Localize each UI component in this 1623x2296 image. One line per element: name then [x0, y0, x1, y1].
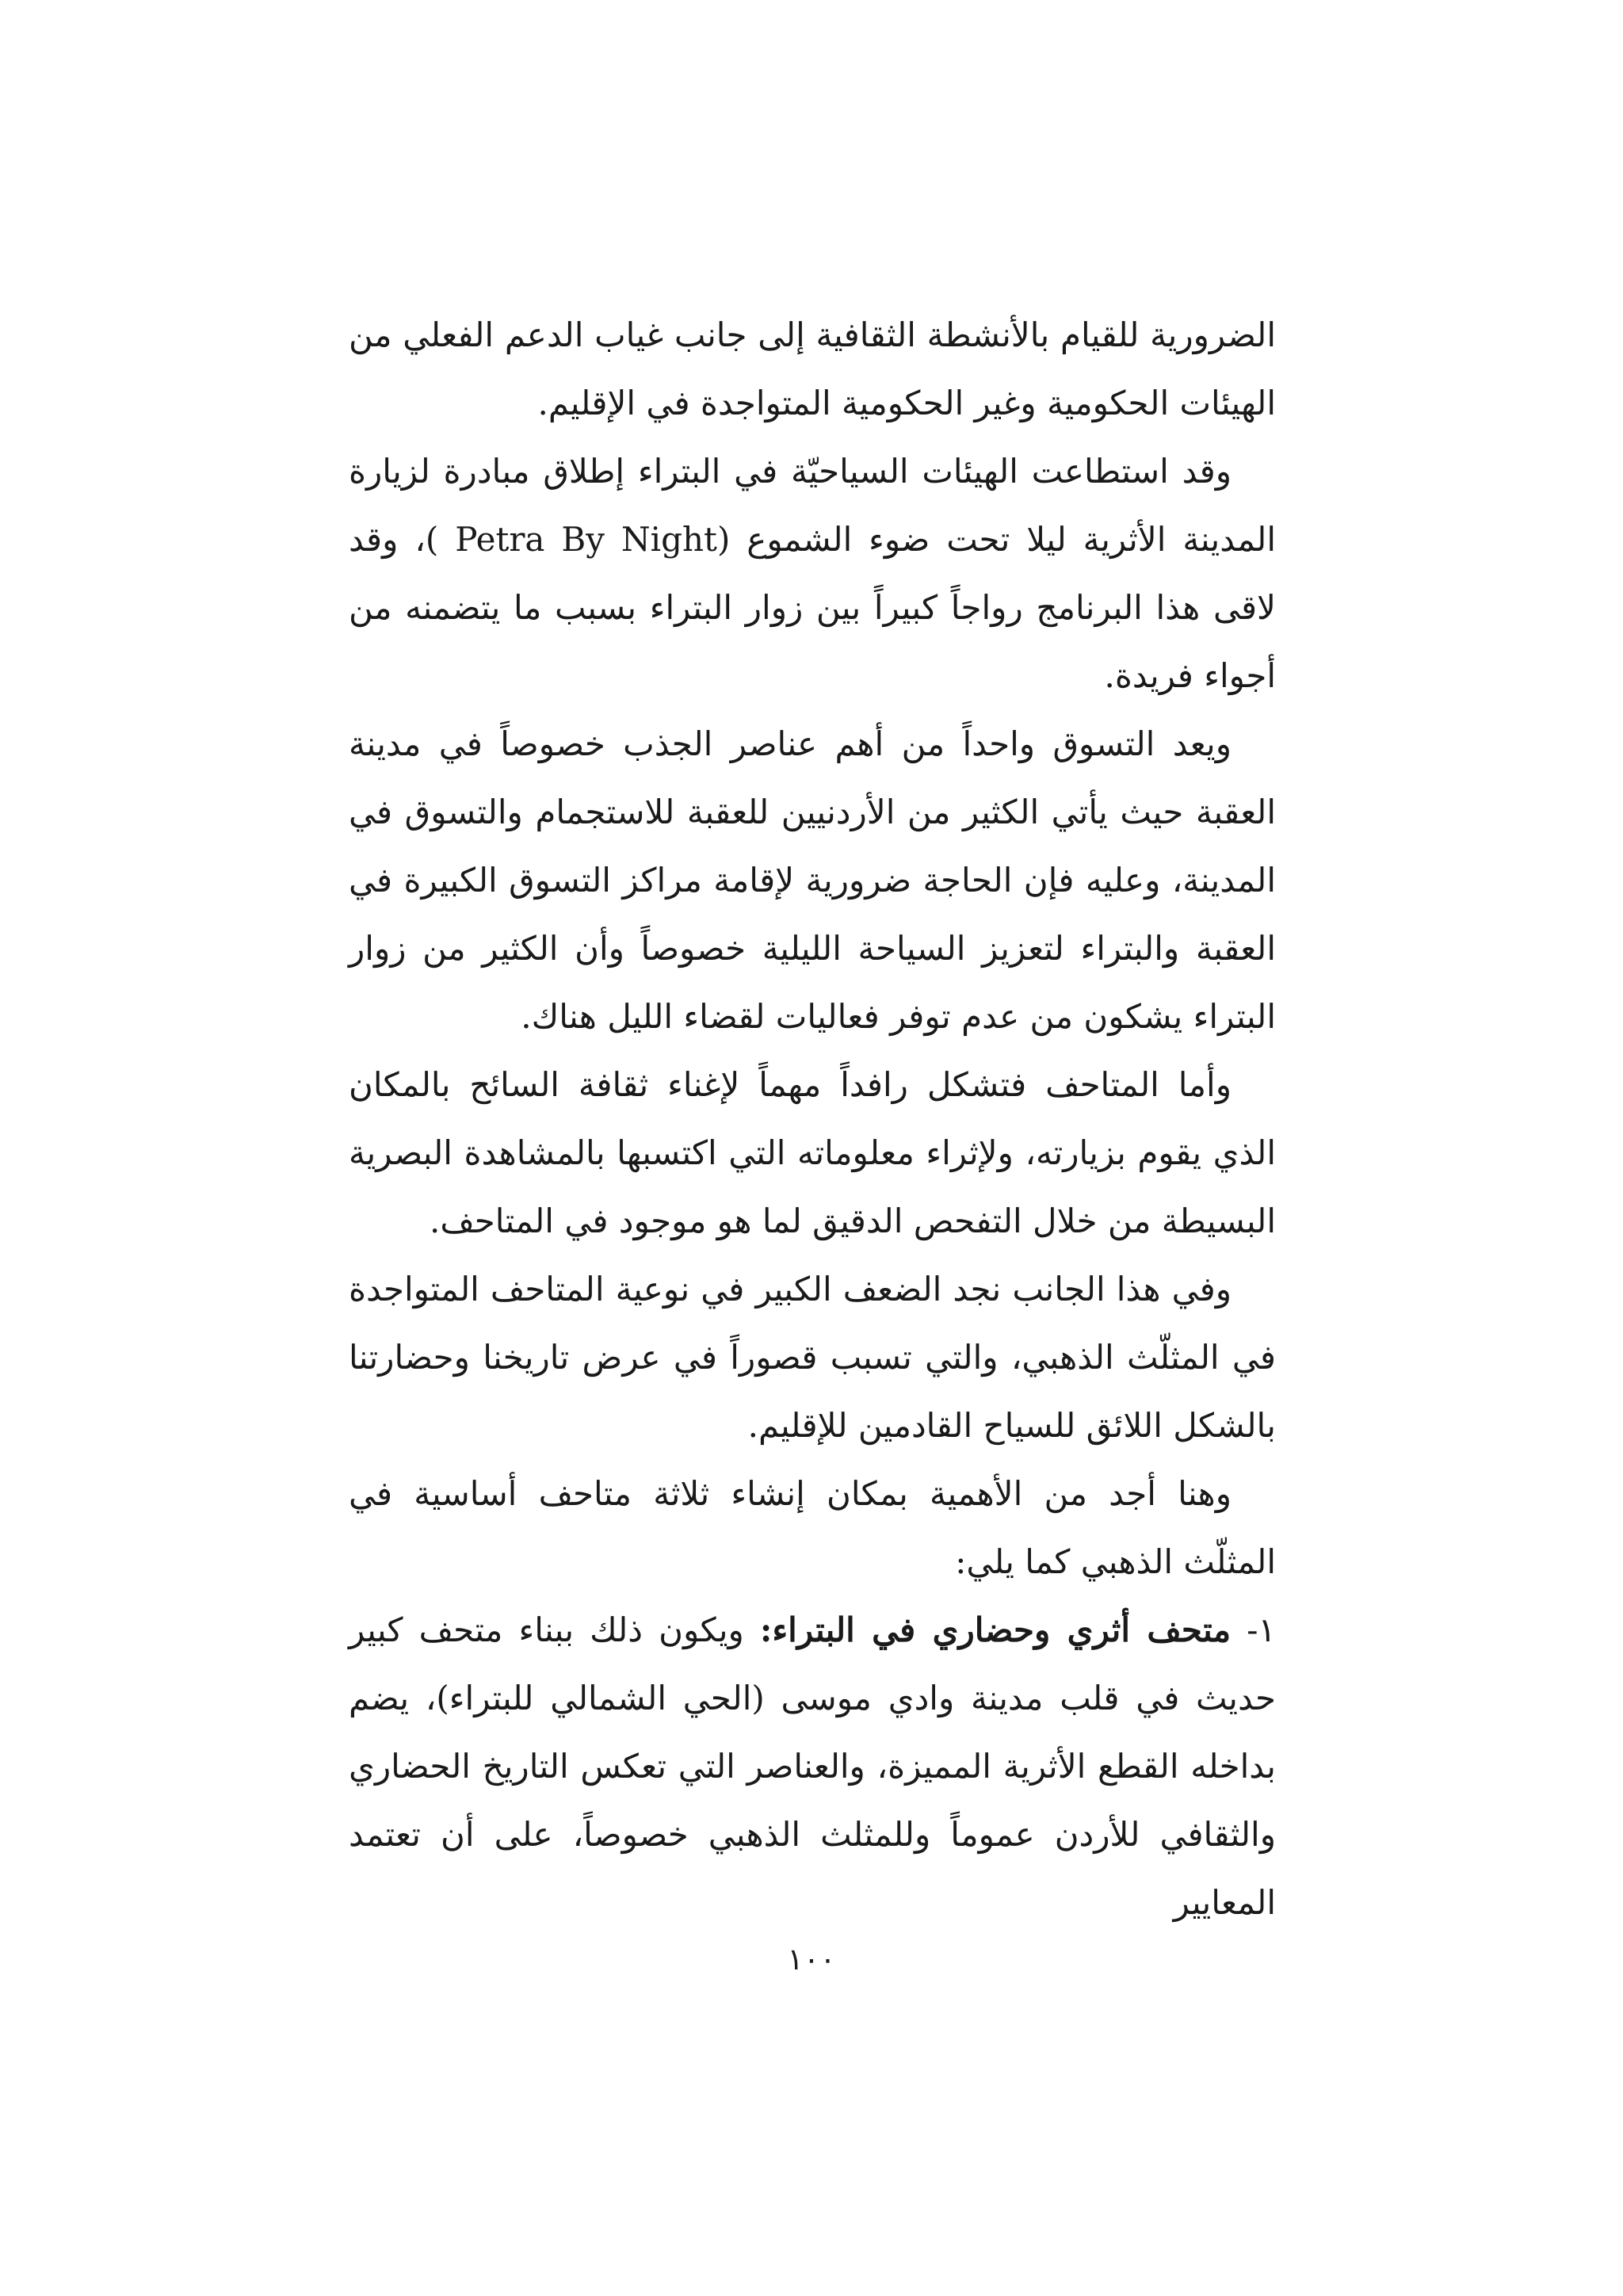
paragraph-6: وهنا أجد من الأهمية بمكان إنشاء ثلاثة متاحف أساسية في المثلّث الذهبي كما يلي:: [349, 1474, 1276, 1581]
paragraph-5: وفي هذا الجانب نجد الضعف الكبير في نوعية المتاحف المتواجدة في المثلّث الذهبي، والتي تسبب قصوراً في عرض تاريخنا وحضارتنا بالشكل اللائق للسياح القادمين للإقليم.: [349, 1270, 1276, 1445]
page-number: ١٠٠: [787, 1942, 836, 1977]
list-item-text: ويكون ذلك ببناء متحف كبير حديث في قلب مدينة وادي موسى (الحي الشمالي للبتراء)، يضم بداخله القطع الأثرية المميزة، والعناصر التي تعكس التاريخ الحضاري والثقافي للأردن عموماً وللمثلث الذهبي خصوصاً، على أن تعتمد المعايير: [349, 1610, 1276, 1922]
list-item-title: متحف أثري وحضاري في البتراء:: [759, 1610, 1232, 1649]
body-text: [349, 301, 1276, 1937]
list-item-1: [349, 1596, 1276, 1937]
paragraph-2: وقد استطاعت الهيئات السياحيّة في البتراء إطلاق مبادرة لزيارة المدينة الأثرية ليلا تحت ضوء الشموع (Petra By Night )، وقد لاقى هذا البرنامج رواجاً كبيراً بين زوار البتراء بسبب ما يتضمنه من أجواء فريدة.: [349, 452, 1276, 695]
paragraph-4: وأما المتاحف فتشكل رافداً مهماً لإغناء ثقافة السائح بالمكان الذي يقوم بزيارته، ولإثراء معلوماته التي اكتسبها بالمشاهدة البصرية البسيطة من خلال التفحص الدقيق لما هو موجود في المتاحف.: [349, 1065, 1276, 1240]
paragraph-3: ويعد التسوق واحداً من أهم عناصر الجذب خصوصاً في مدينة العقبة حيث يأتي الكثير من الأردنيين للعقبة للاستجمام والتسوق في المدينة، وعليه فإن الحاجة ضرورية لإقامة مراكز التسوق الكبيرة في العقبة والبتراء لتعزيز السياحة الليلية خصوصاً وأن الكثير من زوار البتراء يشكون من عدم توفر فعاليات لقضاء الليل هناك.: [349, 724, 1276, 1036]
paragraph-1: الضرورية للقيام بالأنشطة الثقافية إلى جانب غياب الدعم الفعلي من الهيئات الحكومية وغير الحكومية المتواجدة في الإقليم.: [349, 315, 1276, 422]
list-item-number: ١-: [1247, 1610, 1276, 1649]
